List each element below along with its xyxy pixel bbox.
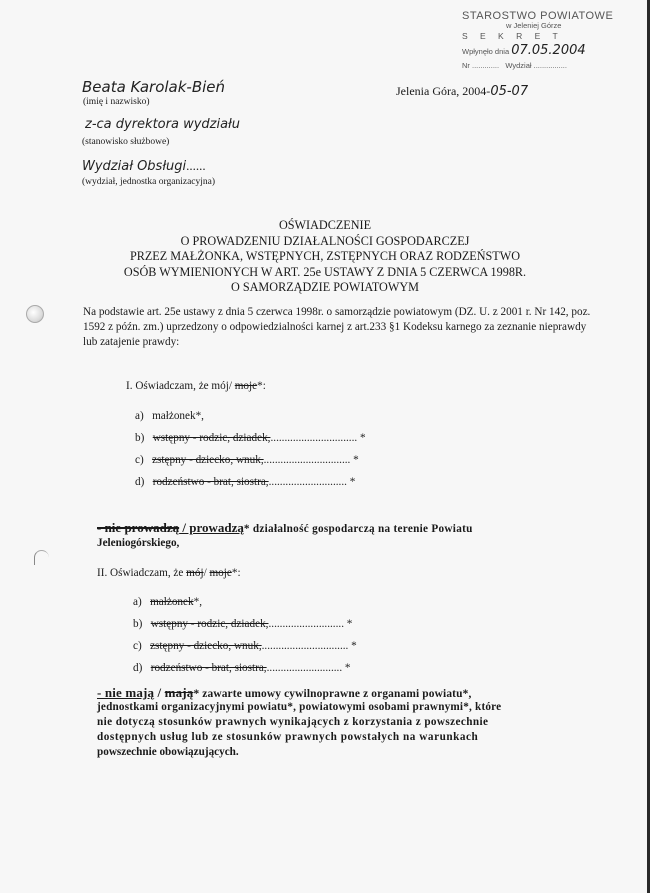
declaration-choice: - nie mają [97,685,155,700]
item-dots: ............................... [263,454,351,466]
section-2-item-d [133,662,351,674]
position-caption: (stanowisko służbowe) [82,137,170,147]
item-text: małżonek*, [152,410,204,422]
name-value: Beata Karolak-Bień [82,78,226,96]
section-2-lead [97,567,241,579]
stamp-received-date: 07.05.2004 [511,43,586,58]
stamp-line-5 [462,61,612,70]
item-label: a) [135,410,144,422]
item-star: * [351,640,357,652]
section-2-item-a [133,596,202,608]
item-label: a) [133,596,142,608]
item-text-struck: małżonek [150,596,194,608]
section-1-item-a [135,410,204,422]
declaration-rest: * zawarte umowy cywilnoprawne z organami powiatu*, [193,688,472,700]
stamp-received [462,43,612,58]
section-1-declaration [97,520,473,536]
item-label: c) [135,454,144,466]
declaration-choice: / prowadzą [179,520,244,535]
item-text-struck: rodzeństwo - brat, siostra, [152,476,269,488]
item-label: d) [133,662,143,674]
registry-stamp [462,10,612,70]
place-date [396,84,528,99]
item-text-struck: zstępny - dziecko, wnuk, [152,454,264,466]
place-date-hand: 05-07 [490,84,529,99]
punch-hole-mark [34,550,49,565]
item-label: b) [135,432,145,444]
section-1-item-c [135,454,359,466]
item-dots: ............................ [268,476,347,488]
declaration-struck: mają [164,685,194,700]
stamp-number: Nr ............. [462,61,500,70]
stamp-line-1: STAROSTWO POWIATOWE [462,10,614,22]
department-value: Wydział Obsługi [82,159,187,174]
section-2-item-b [133,618,352,630]
section-1-declaration-line-2: Jeleniogórskiego, [97,537,180,549]
item-end: *, [193,596,202,608]
declaration-struck: - nie prowadzą [97,520,180,535]
punch-hole-mark [26,305,44,323]
item-label: d) [135,476,145,488]
item-star: * [349,476,356,488]
position-value: z-ca dyrektora wydziału [85,117,241,132]
item-text-struck: rodzeństwo - brat, siostra, [150,662,267,674]
section-2-lead-text: II. Oświadczam, że [97,567,187,579]
department-caption: (wydział, jednostka organizacyjna) [82,177,216,187]
section-1-item-b [135,432,366,444]
item-dots: ............................... [261,640,349,652]
item-star: * [344,662,351,674]
item-dots: ........................... [268,618,344,630]
section-2-declaration-line-4: dostępnych usług lub ze stosunków prawnych powstałych na warunkach [97,731,479,743]
item-text-struck: zstępny - dziecko, wnuk, [150,640,262,652]
declaration-rest: * działalność gospodarczą na terenie Powiatu [243,523,473,535]
section-2-lead-sep: / [203,567,210,579]
item-star: * [359,432,366,444]
item-label: b) [133,618,143,630]
section-1-lead-struck: moje [234,380,258,392]
declaration-sep: / [154,685,165,700]
section-1-lead [126,380,266,392]
item-dots: ............................... [270,432,358,444]
title-line-5: O SAMORZĄDZIE POWIATOWYM [231,280,419,295]
title-line-2: O PROWADZENIU DZIAŁALNOŚCI GOSPODARCZEJ [180,233,470,248]
section-2-lead-struck-1: mój [186,567,204,579]
stamp-department: Wydział ................ [505,61,567,70]
stamp-line-2: w Jeleniej Górze [506,21,562,30]
section-2-lead-end: *: [231,567,241,579]
section-1-lead-text: I. Oświadczam, że mój/ [126,380,235,392]
section-2-declaration-line-1 [97,685,471,701]
place-date-prefix: Jelenia Góra, 2004- [396,84,491,98]
section-2-declaration-line-2: jednostkami organizacyjnymi powiatu*, powiatowymi osobami prawnymi*, które [97,701,502,713]
stamp-line-3: S E K R E T [462,31,563,41]
stamp-received-label: Wpłynęło dnia [462,47,510,56]
department-dots: ...... [186,158,206,173]
title-line-3: PRZEZ MAŁŻONKA, WSTĘPNYCH, ZSTĘPNYCH ORAZ RODZEŃSTWO [129,249,521,264]
section-2-declaration-line-5: powszechnie obowiązujących. [97,746,239,758]
section-1-item-d [135,476,355,488]
item-star: * [346,618,353,630]
name-caption: (imię i nazwisko) [83,97,150,107]
document-title [0,218,650,296]
section-1-lead-end: *: [257,380,266,392]
section-2-lead-struck-2: moje [209,567,232,579]
item-text-struck: wstępny - rodzic, dziadek, [150,618,269,630]
item-text-struck: wstępny - rodzic, dziadek, [152,432,271,444]
item-dots: ........................... [266,662,343,674]
department-field [82,158,206,174]
title-line-4: OSÓB WYMIENIONYCH W ART. 25e USTAWY Z DNIA 5 CZERWCA 1998R. [123,264,527,279]
item-label: c) [133,640,142,652]
title-line-1: OŚWIADCZENIE [278,218,372,232]
section-2-declaration-line-3: nie dotyczą stosunków prawnych wynikających z korzystania z powszechnie [97,716,489,728]
intro-paragraph: Na podstawie art. 25e ustawy z dnia 5 czerwca 1998r. o samorządzie powiatowym (DZ. U. z 2001 r. Nr 142, poz. 1592 z późn. zm.) uprzedzony o odpowiedzialności karnej z art.233 §1 Kodeksu karnego za zeznanie nieprawdy lub zatajenie prawdy: [83,306,591,348]
section-2-item-c [133,640,357,652]
item-star: * [353,454,359,466]
